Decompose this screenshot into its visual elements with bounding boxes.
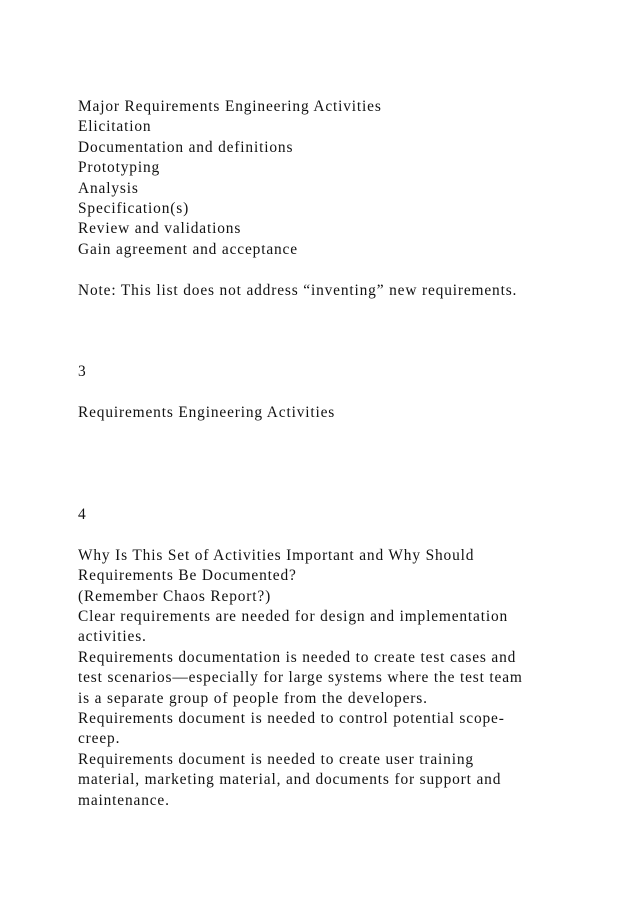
spacer bbox=[78, 301, 598, 362]
slide-number: 4 bbox=[78, 506, 87, 524]
body-line: Requirements Be Documented? bbox=[78, 567, 297, 585]
body-line: (Remember Chaos Report?) bbox=[78, 587, 272, 605]
document-page bbox=[78, 97, 598, 811]
list-item: Analysis bbox=[78, 179, 139, 197]
body-line: creep. bbox=[78, 730, 121, 748]
list-item: Review and validations bbox=[78, 220, 242, 238]
note-text: Note: This list does not address “inventing” new requirements. bbox=[78, 281, 518, 299]
body-line: is a separate group of people from the developers. bbox=[78, 689, 428, 707]
body-line: Requirements documentation is needed to create test cases and bbox=[78, 648, 517, 666]
body-line: Requirements document is needed to control potential scope- bbox=[78, 710, 505, 728]
list-item: Prototyping bbox=[78, 159, 161, 177]
body-line: test scenarios—especially for large systems where the test team bbox=[78, 669, 523, 687]
list-item: Elicitation bbox=[78, 118, 152, 136]
body-line: Clear requirements are needed for design and implementation bbox=[78, 608, 509, 626]
section-heading: Major Requirements Engineering Activities bbox=[78, 98, 382, 115]
body-line: material, marketing material, and documents for support and bbox=[78, 771, 502, 789]
spacer bbox=[78, 423, 598, 505]
body-line: maintenance. bbox=[78, 791, 170, 809]
slide-number: 3 bbox=[78, 363, 87, 381]
list-item: Documentation and definitions bbox=[78, 138, 294, 156]
body-line: Why Is This Set of Activities Important and Why Should bbox=[78, 546, 475, 564]
spacer bbox=[78, 525, 598, 545]
body-line: Requirements document is needed to create user training bbox=[78, 750, 474, 768]
body-line: activities. bbox=[78, 628, 147, 646]
list-item: Gain agreement and acceptance bbox=[78, 240, 298, 258]
list-item: Specification(s) bbox=[78, 200, 190, 218]
slide-heading: Requirements Engineering Activities bbox=[78, 404, 336, 422]
spacer bbox=[78, 260, 598, 280]
spacer bbox=[78, 383, 598, 403]
